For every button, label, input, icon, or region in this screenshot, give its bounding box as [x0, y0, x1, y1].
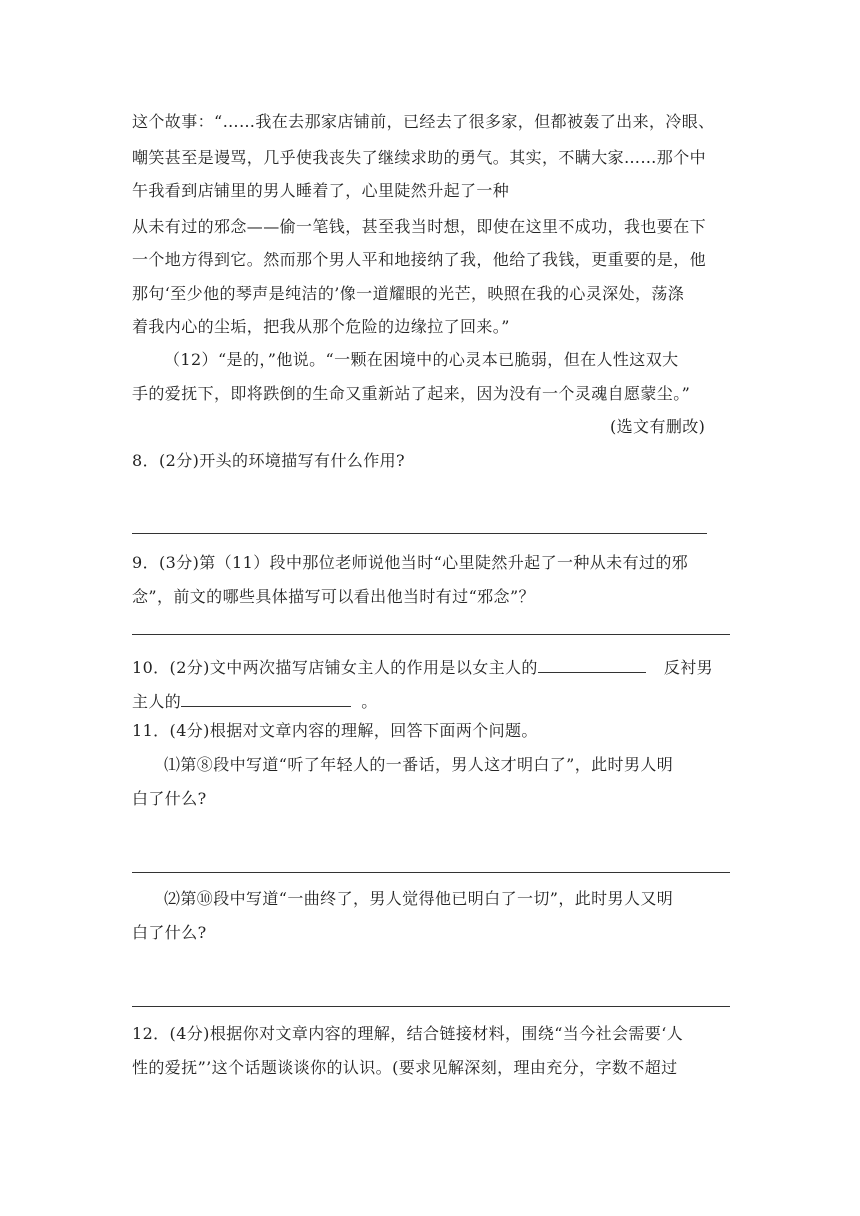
answer-line-q9[interactable] [132, 634, 730, 635]
answer-line-q11-2[interactable] [132, 1006, 730, 1007]
question-11-1-line-2: 白了什么? [132, 789, 207, 808]
question-10-text-1: 10．(2分)文中两次描写店铺女主人的作用是以女主人的 [132, 658, 538, 677]
passage-line-4: 从未有过的邪念——偷一笔钱，甚至我当时想，即使在这里不成功，我也要在下 [132, 217, 707, 236]
blank-q10-a[interactable] [538, 655, 646, 673]
question-10-text-2: 反衬男 [663, 658, 714, 677]
passage-line-3: 午我看到店铺里的男人睡着了，心里陡然升起了一种 [132, 181, 510, 200]
question-9-line-1: 9．(3分)第（11）段中那位老师说他当时“心里陡然升起了一种从未有过的邪 [132, 553, 689, 572]
passage-line-2: 嘲笑甚至是谩骂，几乎使我丧失了继续求助的勇气。其实，不瞒大家……那个中 [132, 148, 707, 167]
answer-line-q11-1[interactable] [132, 872, 730, 873]
passage-line-6: 那句‘至少他的琴声是纯洁的’像一道耀眼的光芒，映照在我的心灵深处，荡涤 [132, 284, 685, 303]
question-10-text-4: 。 [361, 692, 378, 711]
question-12-line-1: 12．(4分)根据你对文章内容的理解，结合链接材料，围绕“当今社会需要‘人 [132, 1024, 684, 1043]
passage-line-5: 一个地方得到它。然而那个男人平和地接纳了我，他给了我钱，更重要的是，他 [132, 250, 707, 269]
question-10-line-2 [132, 689, 732, 712]
answer-line-q8[interactable] [132, 533, 707, 534]
question-11-intro: 11．(4分)根据对文章内容的理解，回答下面两个问题。 [132, 721, 538, 740]
passage-line-7: 着我内心的尘垢，把我从那个危险的边缘拉了回来。” [132, 317, 510, 336]
question-10-text-3: 主人的 [132, 692, 182, 711]
blank-q10-b[interactable] [181, 689, 351, 707]
question-11-2-line-1: ⑵第⑩段中写道“一曲终了，男人觉得他已明白了一切”，此时男人又明 [164, 889, 674, 908]
question-11-2-line-2: 白了什么? [132, 923, 207, 942]
question-10-line-1 [132, 655, 732, 678]
question-9-line-2: 念”，前文的哪些具体描写可以看出他当时有过“邪念”？ [132, 587, 535, 606]
question-11-1-line-1: ⑴第⑧段中写道“听了年轻人的一番话，男人这才明白了”，此时男人明 [164, 755, 674, 774]
passage-line-1: 这个故事：“……我在去那家店铺前，已经去了很多家，但都被轰了出来，冷眼、 [132, 112, 715, 131]
source-note: (选文有删改) [610, 417, 706, 436]
question-8: 8．(2分)开头的环境描写有什么作用? [132, 451, 406, 470]
para12-line-2: 手的爱抚下，即将跌倒的生命又重新站了起来，因为没有一个灵魂自愿蒙尘。” [132, 384, 691, 403]
question-12-line-2: 性的爱抚”’这个话题谈谈你的认识。(要求见解深刻，理由充分，字数不超过 [132, 1058, 678, 1077]
para12-line-1: （12）“是的，”他说。“一颗在困境中的心灵本已脆弱，但在人性这双大 [164, 350, 679, 369]
